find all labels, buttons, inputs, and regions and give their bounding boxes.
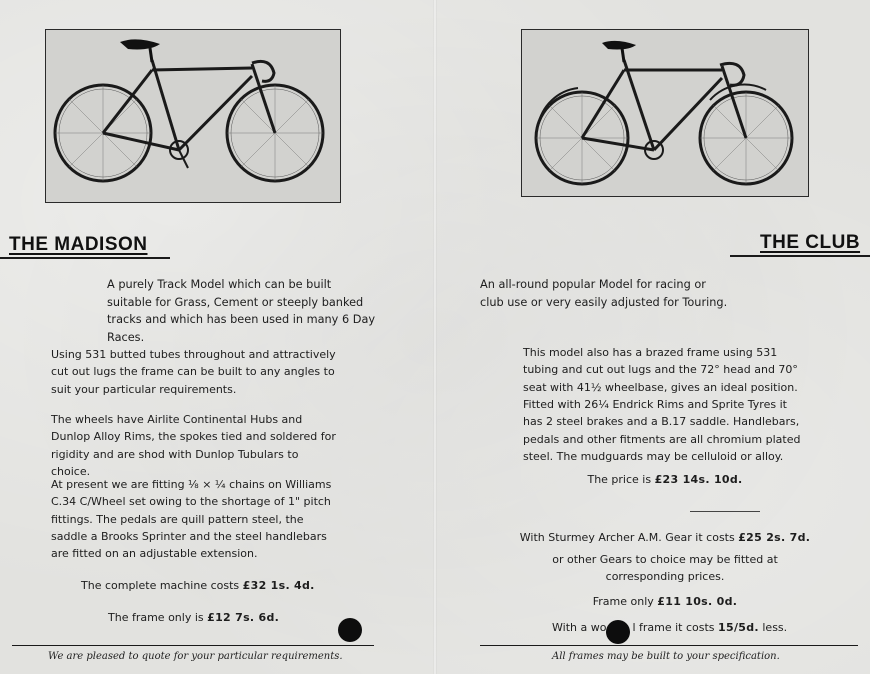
club-bicycle-photo bbox=[521, 29, 809, 197]
club-frame-price: £11 10s. 0d. bbox=[657, 595, 738, 608]
madison-fittings-paragraph: At present we are fitting ⅛ × ¼ chains on Williams C.34 C/Wheel set owing to the shortage of 1" pitch fittings. The pedals are quill pattern steel, the saddle a Brooks Sprinter and the steel handlebars are fitted on an adjustable extension. bbox=[51, 478, 332, 561]
madison-complete-label: The complete machine costs bbox=[81, 579, 240, 592]
club-alt-frame-middle: l frame it costs bbox=[632, 621, 715, 634]
madison-bicycle-photo bbox=[45, 29, 341, 203]
club-price-line bbox=[540, 471, 790, 488]
madison-frame-paragraph: Using 531 butted tubes throughout and attractively cut out lugs the frame can be built to any angles to suit your particular requirements. bbox=[51, 348, 336, 396]
madison-footer-note: We are pleased to quote for your particular requirements. bbox=[48, 651, 343, 662]
madison-wheels-paragraph: The wheels have Airlite Continental Hubs and Dunlop Alloy Rims, the spokes tied and soldered for rigidity and are shod with Dunlop Tubulars to choice. bbox=[51, 413, 336, 478]
club-price: £23 14s. 10d. bbox=[654, 473, 743, 486]
madison-complete-price: £32 1s. 4d. bbox=[242, 579, 315, 592]
madison-footer-rule bbox=[12, 645, 374, 646]
club-price-label: The price is bbox=[587, 473, 652, 486]
club-alt-frame-prefix: With a wo bbox=[552, 621, 607, 634]
club-footer-note: All frames may be built to your specification. bbox=[552, 651, 780, 662]
club-title: THE CLUB bbox=[760, 232, 861, 253]
punch-hole-right bbox=[606, 620, 630, 644]
club-title-rule bbox=[730, 255, 870, 257]
club-frame-price-line bbox=[540, 593, 790, 610]
madison-frame-label: The frame only is bbox=[108, 611, 204, 624]
madison-bicycle-illustration bbox=[46, 30, 340, 202]
club-frame-paragraph: This model also has a brazed frame using 531 tubing and cut out lugs and the 72° head and 70° seat with 41½ wheelbase, gives an ideal position. bbox=[523, 346, 798, 394]
club-gear-label: With Sturmey Archer A.M. Gear it costs bbox=[519, 531, 735, 544]
club-divider-rule bbox=[690, 511, 760, 512]
club-intro: An all-round popular Model for racing or club use or very easily adjusted for Touring. bbox=[480, 278, 728, 309]
club-frame-label: Frame only bbox=[592, 595, 654, 608]
club-other-gears: or other Gears to choice may be fitted at corresponding prices. bbox=[552, 553, 778, 584]
madison-complete-price-line bbox=[81, 577, 341, 594]
club-alt-frame-price: 15/5d. bbox=[718, 621, 759, 634]
club-alt-frame-line bbox=[552, 619, 812, 636]
madison-frame-price-line bbox=[108, 609, 348, 626]
club-fitments-paragraph: Fitted with 26¼ Endrick Rims and Sprite Tyres it has 2 steel brakes and a B.17 saddle. Handlebars, pedals and other fitments are all chromium plated steel. The mudguards may be celluloid or alloy. bbox=[523, 398, 801, 463]
madison-title-rule bbox=[0, 257, 170, 259]
madison-frame-price: £12 7s. 6d. bbox=[207, 611, 280, 624]
club-bicycle-illustration bbox=[522, 30, 808, 196]
madison-title: THE MADISON bbox=[9, 234, 148, 255]
club-alt-frame-suffix: less. bbox=[762, 621, 788, 634]
club-footer-rule bbox=[480, 645, 858, 646]
punch-hole-left bbox=[338, 618, 362, 642]
center-fold bbox=[433, 0, 437, 674]
club-gear-price: £25 2s. 7d. bbox=[738, 531, 811, 544]
club-gear-price-line bbox=[500, 529, 830, 546]
madison-intro: A purely Track Model which can be built suitable for Grass, Cement or steeply banked tracks and which has been used in many 6 Day Races. bbox=[107, 278, 376, 344]
